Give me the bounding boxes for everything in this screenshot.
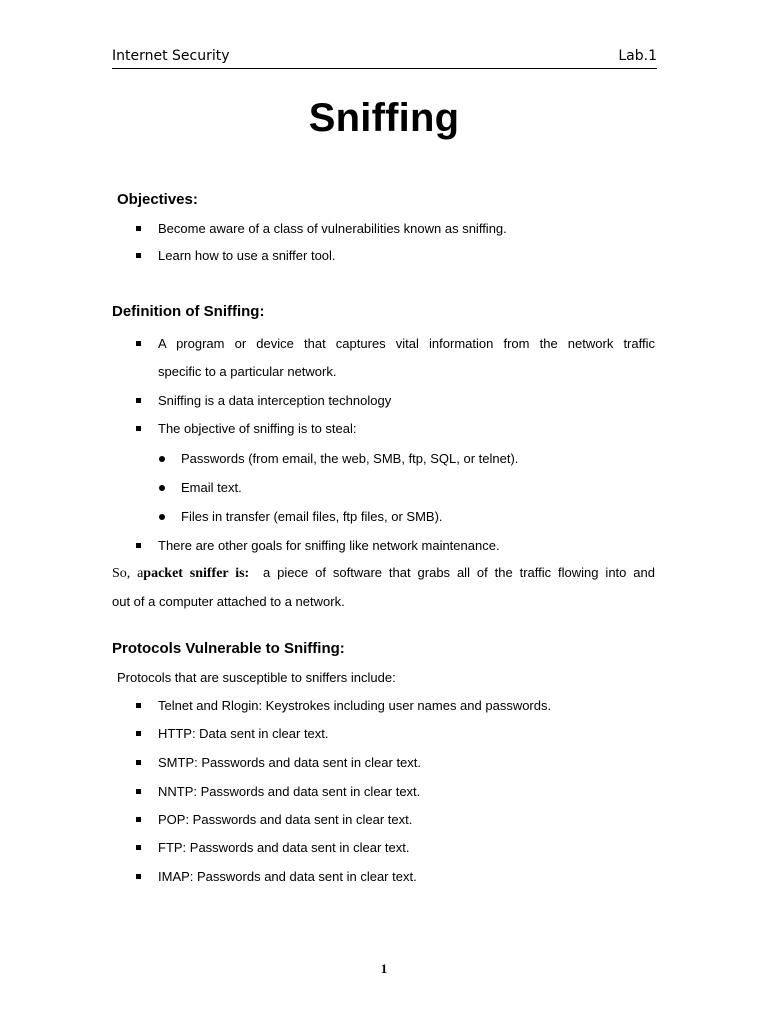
objective-item: Learn how to use a sniffer tool. <box>158 248 336 263</box>
protocol-item: Telnet and Rlogin: Keystrokes including user names and passwords. <box>158 698 552 713</box>
round-bullet-icon <box>159 456 165 462</box>
square-bullet-icon <box>136 760 141 765</box>
definition-sub-item: Email text. <box>181 480 242 495</box>
objectives-heading: Objectives: <box>117 191 198 208</box>
so-prefix: So, a <box>112 566 144 581</box>
definition-item: There are other goals for sniffing like network maintenance. <box>158 538 500 553</box>
packet-sniffer-definition-line <box>112 565 655 582</box>
definition-sub-item: Files in transfer (email files, ftp files, or SMB). <box>181 509 443 524</box>
square-bullet-icon <box>136 731 141 736</box>
protocol-item: IMAP: Passwords and data sent in clear text. <box>158 869 417 884</box>
protocol-item: NNTP: Passwords and data sent in clear text. <box>158 784 421 799</box>
definition-heading: Definition of Sniffing: <box>112 303 265 320</box>
definition-item: Sniffing is a data interception technology <box>158 393 392 408</box>
square-bullet-icon <box>136 341 141 346</box>
square-bullet-icon <box>136 253 141 258</box>
square-bullet-icon <box>136 874 141 879</box>
square-bullet-icon <box>136 789 141 794</box>
definition-item: The objective of sniffing is to steal: <box>158 421 357 436</box>
so-is: is: <box>228 566 250 581</box>
page-number: 1 <box>380 961 388 976</box>
protocols-intro: Protocols that are susceptible to sniffers include: <box>117 670 396 685</box>
so-rest: a piece of software that grabs all of the traffic flowing into and <box>263 565 655 580</box>
protocol-item: POP: Passwords and data sent in clear text. <box>158 812 413 827</box>
protocols-heading: Protocols Vulnerable to Sniffing: <box>112 640 345 657</box>
page-header <box>112 46 657 69</box>
definition-item-line: A program or device that captures vital information from the network traffic <box>158 336 655 351</box>
square-bullet-icon <box>136 398 141 403</box>
protocol-item: FTP: Passwords and data sent in clear text. <box>158 840 410 855</box>
square-bullet-icon <box>136 426 141 431</box>
round-bullet-icon <box>159 485 165 491</box>
square-bullet-icon <box>136 543 141 548</box>
objective-item: Become aware of a class of vulnerabilities known as sniffing. <box>158 221 507 236</box>
square-bullet-icon <box>136 845 141 850</box>
header-course-title: Internet Security <box>112 48 230 64</box>
packet-sniffer-term: packet sniffer <box>143 566 229 581</box>
definition-item-line: specific to a particular network. <box>158 364 337 379</box>
protocol-item: SMTP: Passwords and data sent in clear text. <box>158 755 422 770</box>
packet-sniffer-definition-line2: out of a computer attached to a network. <box>112 594 345 609</box>
square-bullet-icon <box>136 226 141 231</box>
square-bullet-icon <box>136 817 141 822</box>
definition-sub-item: Passwords (from email, the web, SMB, ftp, SQL, or telnet). <box>181 451 519 466</box>
header-lab-number: Lab.1 <box>618 48 657 64</box>
protocol-item: HTTP: Data sent in clear text. <box>158 726 329 741</box>
page-title: Sniffing <box>308 96 460 140</box>
square-bullet-icon <box>136 703 141 708</box>
round-bullet-icon <box>159 514 165 520</box>
